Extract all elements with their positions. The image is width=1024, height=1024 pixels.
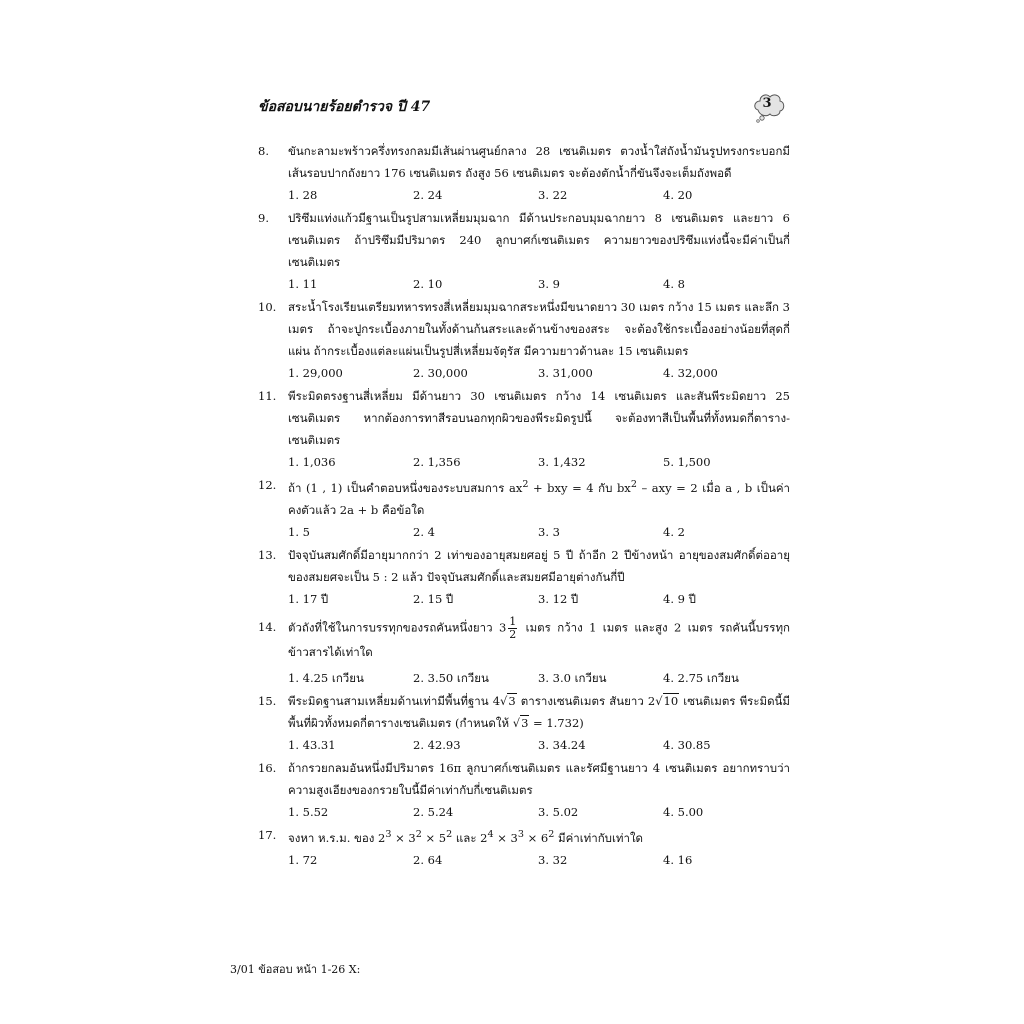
question-16 (258, 757, 790, 801)
choice-2: 2. 30,000 (413, 366, 468, 380)
question-text-part: × 5 (421, 830, 447, 845)
page-number-badge (752, 90, 786, 124)
fraction-denominator: 2 (509, 627, 517, 641)
question-text (288, 690, 790, 734)
choice-1: 1. 5.52 (288, 804, 329, 819)
question-text (288, 824, 790, 849)
choice-4: 4. 16 (663, 852, 693, 867)
choice-2: 2. 4 (413, 524, 435, 539)
question-15 (258, 690, 790, 734)
fraction-one-half (508, 616, 517, 641)
question-text-part: × 3 (391, 830, 416, 845)
question-number: 8. (258, 144, 269, 158)
question-14 (258, 616, 790, 663)
choice-4: 4. 2.75 เกวียน (663, 670, 739, 685)
page-number: 3 (762, 96, 772, 111)
choice-3: 3. 3.0 เกวียน (538, 670, 607, 685)
choice-3: 3. 1,432 (538, 455, 586, 469)
question-text: ถ้ากรวยกลมอันหนึ่งมีปริมาตร 16π ลูกบาศก์เซนติเมตร และรัศมีฐานยาว 4 เซนติเมตร อยากทราบว่าความสูงเอียงของกรวยใบนี้มีค่าเท่ากับกี่เซนติเมตร (288, 760, 790, 797)
choice-1: 1. 43.31 (288, 737, 336, 752)
choice-3: 3. 34.24 (538, 737, 586, 752)
choice-2: 2. 42.93 (413, 737, 461, 752)
question-number: 16. (258, 760, 277, 775)
choice-3: 3. 12 ปี (538, 591, 579, 606)
choices-12 (258, 521, 790, 543)
choice-2: 2. 15 ปี (413, 591, 454, 606)
question-number: 15. (258, 693, 277, 708)
choices-15 (258, 734, 790, 756)
question-number: 10. (258, 300, 277, 314)
root-sign: √ (655, 693, 663, 708)
question-number: 12. (258, 478, 277, 492)
root-sign: √ (500, 693, 508, 708)
choice-3: 3. 32 (538, 852, 568, 867)
question-text-part: – axy = 2 เมื่อ a , b เป็นค่าคงตัวแล้ว 2a + b คือข้อใด (288, 480, 790, 517)
choices-16 (258, 801, 790, 823)
question-12 (258, 474, 790, 521)
question-number: 11. (258, 389, 277, 403)
root-sign: √ (512, 715, 521, 730)
choice-4: 4. 32,000 (663, 366, 718, 380)
choices-11 (258, 451, 790, 473)
choice-1: 1. 17 ปี (288, 591, 329, 606)
choice-3: 3. 3 (538, 524, 560, 539)
choice-1: 1. 11 (288, 277, 318, 291)
choices-8 (258, 184, 790, 206)
question-text-part: พีระมิดฐานสามเหลี่ยมด้านเท่ามีพื้นที่ฐาน 4 (288, 693, 501, 708)
choice-2: 2. 5.24 (413, 804, 454, 819)
question-text: ปริซึมแท่งแก้วมีฐานเป็นรูปสามเหลี่ยมมุมฉาก มีด้านประกอบมุมฉากยาว 8 เซนติเมตร และยาว 6 เซนติเมตร ถ้าปริซึมมีปริมาตร 240 ลูกบาศก์เซนติเมตร ความยาวของปริซึมแท่งนี้จะมีค่าเป็นกี่เซนติเมตร (288, 211, 790, 269)
question-text: ขันกะลามะพร้าวครึ่งทรงกลมมีเส้นผ่านศูนย์กลาง 28 เซนติเมตร ตวงน้ำใส่ถังน้ำมันรูปทรงกระบอกมีเส้นรอบปากถังยาว 176 เซนติเมตร ถังสูง 56 เซนติเมตร จะต้องตักน้ำกี่ขันจึงจะเต็มถังพอดี (288, 144, 790, 180)
exponent: 2 (630, 479, 637, 490)
choice-3: 3. 5.02 (538, 804, 579, 819)
question-text-part: = 1.732) (529, 715, 584, 730)
choice-4: 5. 1,500 (663, 455, 711, 469)
choice-4: 4. 8 (663, 277, 685, 291)
choice-1: 1. 4.25 เกวียน (288, 670, 364, 685)
question-text: พีระมิดตรงฐานสี่เหลี่ยม มีด้านยาว 30 เซนติเมตร กว้าง 14 เซนติเมตร และสันพีระมิดยาว 25 เซนติเมตร หากต้องการทาสีรอบนอกทุกผิวของพีระมิดรูปนี้ จะต้องทาสีเป็นพื้นที่ทั้งหมดกี่ตาราง-เซนติเมตร (288, 389, 790, 447)
question-list (258, 140, 790, 872)
question-9 (258, 207, 790, 273)
question-text-part: จงหา ห.ร.ม. ของ 2 (288, 830, 386, 845)
radicand-10: 10 (663, 693, 679, 708)
question-text: สระน้ำโรงเรียนเตรียมทหารทรงสี่เหลี่ยมมุมฉากสระหนึ่งมีขนาดยาว 30 เมตร กว้าง 15 เมตร และลึก 3 เมตร ถ้าจะปูกระเบื้องภายในทั้งด้านก้นสระและด้านข้างของสระ จะต้องใช้กระเบื้องอย่างน้อยที่สุดกี่แผ่น ถ้ากระเบื้องแต่ละแผ่นเป็นรูปสี่เหลี่ยมจัตุรัส มีความยาวด้านละ 15 เซนติเมตร (288, 300, 790, 358)
choices-17 (258, 849, 790, 871)
choices-10 (258, 362, 790, 384)
exponent: 2 (415, 828, 422, 840)
question-11 (258, 385, 790, 451)
choices-13 (258, 588, 790, 610)
question-13 (258, 544, 790, 588)
question-number: 17. (258, 827, 277, 842)
question-text (288, 474, 790, 521)
exponent: 2 (522, 479, 529, 490)
question-text-part: มีค่าเท่ากับเท่าใด (554, 830, 644, 845)
question-8 (258, 140, 790, 184)
fraction-numerator: 1 (509, 614, 517, 628)
choice-2: 2. 1,356 (413, 455, 461, 469)
question-text-part: ถ้า (1 , 1) เป็นคำตอบหนึ่งของระบบสมการ ax (288, 480, 523, 495)
question-text (288, 616, 790, 663)
choices-9 (258, 273, 790, 295)
question-text-part: ตัวถังที่ใช้ในการบรรทุกของรถคันหนึ่งยาว 3 (288, 620, 507, 635)
choices-14 (258, 667, 790, 689)
choice-4: 4. 30.85 (663, 737, 711, 752)
choice-2: 2. 3.50 เกวียน (413, 670, 489, 685)
choice-3: 3. 9 (538, 277, 560, 291)
choice-1: 1. 72 (288, 852, 318, 867)
question-10 (258, 296, 790, 362)
choice-1: 1. 29,000 (288, 366, 343, 380)
question-text-part: ตารางเซนติเมตร สันยาว 2 (516, 693, 656, 708)
choice-1: 1. 5 (288, 524, 310, 539)
question-17 (258, 824, 790, 849)
question-text-part: × 3 (493, 830, 518, 845)
choice-3: 3. 31,000 (538, 366, 593, 380)
page-header (258, 96, 788, 124)
choice-3: 3. 22 (538, 188, 568, 202)
choice-2: 2. 64 (413, 852, 443, 867)
choice-4: 4. 20 (663, 188, 693, 202)
question-text-part: เมตร กว้าง 1 เมตร และสูง 2 เมตร รถคันนี้บรรทุกข้าวสารได้เท่าใด (288, 620, 790, 659)
exam-title: ข้อสอบนายร้อยตำรวจ ปี 47 (258, 99, 431, 115)
question-number: 13. (258, 547, 277, 562)
radicand-3: 3 (508, 693, 516, 708)
exponent: 3 (385, 828, 392, 840)
choice-1: 1. 1,036 (288, 455, 336, 469)
question-number: 14. (258, 619, 277, 634)
exponent: 4 (487, 828, 494, 840)
exponent: 2 (548, 828, 555, 840)
exponent: 3 (517, 828, 524, 840)
radicand-3: 3 (521, 715, 529, 730)
question-text-part: เซนติเมตร พีระมิดนี้มีพื้นที่ผิวทั้งหมดกี่ตารางเซนติเมตร (กำหนดให้ (288, 693, 790, 730)
question-number: 9. (258, 211, 269, 225)
page-footer: 3/01 ข้อสอบ หน้า 1-26 X: (230, 963, 361, 976)
choice-4: 4. 5.00 (663, 804, 704, 819)
choice-2: 2. 10 (413, 277, 443, 291)
choice-1: 1. 28 (288, 188, 318, 202)
choice-4: 4. 9 ปี (663, 591, 696, 606)
choice-4: 4. 2 (663, 524, 685, 539)
question-text: ปัจจุบันสมศักดิ์มีอายุมากกว่า 2 เท่าของอายุสมยศอยู่ 5 ปี ถ้าอีก 2 ปีข้างหน้า อายุของสมศักดิ์ต่ออายุของสมยศจะเป็น 5 : 2 แล้ว ปัจจุบันสมศักดิ์และสมยศมีอายุต่างกันกี่ปี (288, 547, 790, 584)
question-text-part: + bxy = 4 กับ bx (528, 480, 631, 495)
choice-2: 2. 24 (413, 188, 443, 202)
question-text-part: และ 2 (452, 830, 488, 845)
question-text-part: × 6 (523, 830, 549, 845)
exponent: 2 (446, 828, 453, 840)
